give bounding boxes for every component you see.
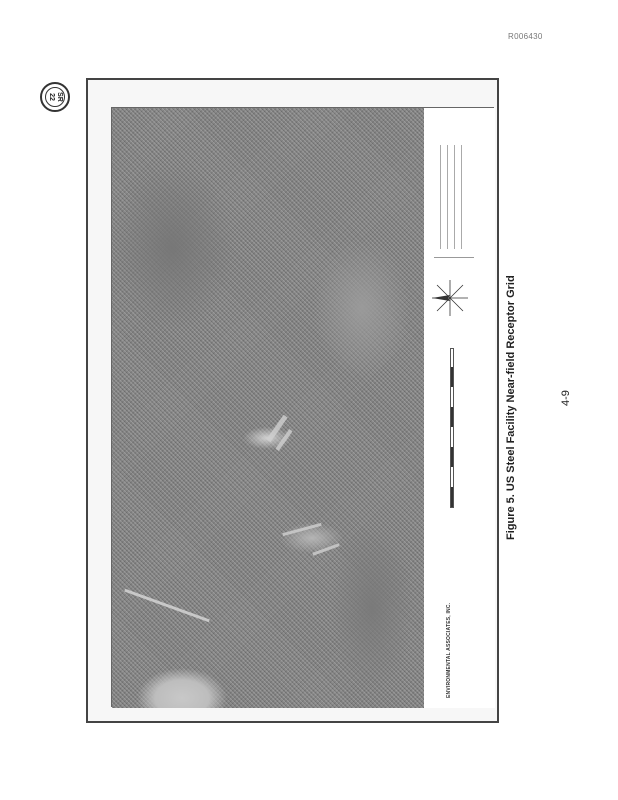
doc-id: R006430 (508, 32, 543, 41)
facility-structure (282, 523, 321, 536)
figure-frame (86, 78, 499, 723)
north-arrow-icon (430, 278, 470, 318)
legend-panel (424, 108, 495, 708)
firm-name: ENVIRONMENTAL ASSOCIATES, INC. (446, 602, 452, 698)
legend-notes (434, 137, 474, 258)
figure-caption: Figure 5. US Steel Facility Near-field Receptor Grid (505, 275, 517, 540)
aerial-photo (112, 108, 425, 708)
facility-structure (312, 543, 339, 555)
river-bank (124, 589, 210, 623)
stamp-text: SR 22 (48, 92, 63, 102)
facility-structure (275, 429, 292, 451)
figure-inner-border (111, 107, 494, 707)
scale-bar (450, 348, 454, 508)
page-stamp (40, 82, 70, 112)
page-number: 4-9 (560, 390, 572, 406)
